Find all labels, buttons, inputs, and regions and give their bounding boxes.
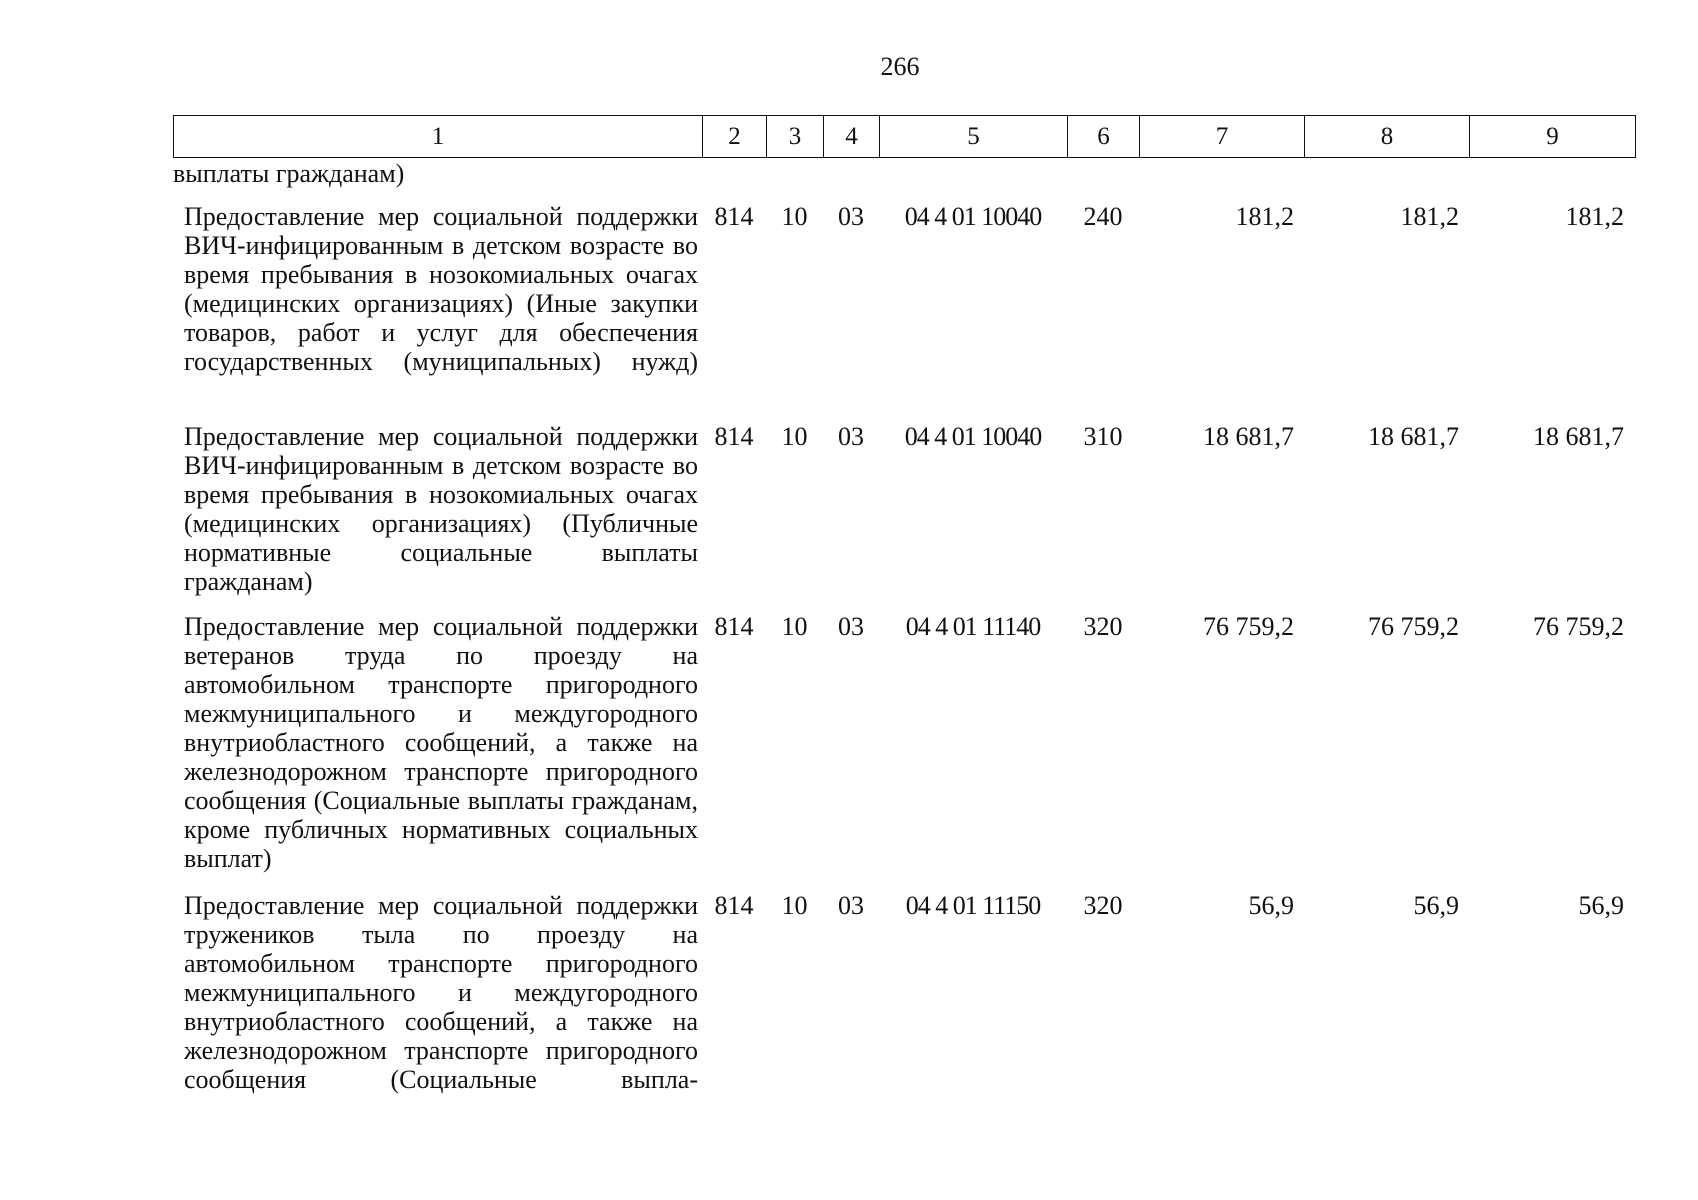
row-value-9: 56,9 xyxy=(1578,891,1624,920)
row-code-5: 04 4 01 10040 xyxy=(904,202,1042,231)
row-code-4: 03 xyxy=(838,202,864,231)
row-code-5: 04 4 01 11140 xyxy=(905,612,1041,641)
row-code-2: 814 xyxy=(714,612,754,641)
row-code-6: 310 xyxy=(1083,422,1123,451)
header-col-4: 4 xyxy=(824,116,880,158)
header-col-6: 6 xyxy=(1068,116,1140,158)
row-code-4: 03 xyxy=(838,422,864,451)
row-value-9: 76 759,2 xyxy=(1533,612,1624,641)
header-col-2: 2 xyxy=(703,116,767,158)
row-code-2: 814 xyxy=(714,202,754,231)
header-col-3: 3 xyxy=(767,116,824,158)
row-code-2: 814 xyxy=(714,422,754,451)
continuation-text: выплаты гражданам) xyxy=(173,159,405,188)
header-col-7: 7 xyxy=(1140,116,1305,158)
row-code-5: 04 4 01 11150 xyxy=(905,891,1041,920)
header-col-9: 9 xyxy=(1470,116,1636,158)
row-description: Предоставление мер социальной поддержки ветеранов труда по проезду на автомобильном транспорте пригородного межмуниципального и междугородного внутриобластного сообщений, а также на железнодорожном транспорте пригородного сообщения (Социальные выплаты гражданам, кроме публичных нормативных социальных выплат) xyxy=(184,612,698,873)
page-number: 266 xyxy=(880,52,920,81)
row-code-4: 03 xyxy=(838,612,864,641)
row-description: Предоставление мер социальной поддержки ВИЧ-инфицированным в детском возрасте во время пребывания в нозокомиальных очагах (медицинских организациях) (Иные закупки товаров, работ и услуг для обеспечения государственных (муниципальных) нужд) xyxy=(184,202,698,376)
row-code-6: 320 xyxy=(1083,612,1123,641)
row-code-5: 04 4 01 10040 xyxy=(904,422,1042,451)
row-value-7: 76 759,2 xyxy=(1203,612,1294,641)
row-code-3: 10 xyxy=(781,612,808,641)
row-value-7: 18 681,7 xyxy=(1203,422,1294,451)
row-value-8: 76 759,2 xyxy=(1368,612,1459,641)
row-value-8: 56,9 xyxy=(1413,891,1459,920)
header-col-5: 5 xyxy=(880,116,1068,158)
row-value-8: 181,2 xyxy=(1400,202,1459,231)
row-value-9: 181,2 xyxy=(1565,202,1624,231)
row-value-8: 18 681,7 xyxy=(1368,422,1459,451)
row-description: Предоставление мер социальной поддержки тружеников тыла по проезду на автомобильном транспорте пригородного межмуниципального и междугородного внутриобластного сообщений, а также на железнодорожном транспорте пригородного сообщения (Социальные выпла- xyxy=(184,891,698,1094)
row-value-7: 56,9 xyxy=(1248,891,1294,920)
row-code-2: 814 xyxy=(714,891,754,920)
row-value-7: 181,2 xyxy=(1235,202,1294,231)
row-code-3: 10 xyxy=(781,422,808,451)
row-code-3: 10 xyxy=(781,891,808,920)
row-code-3: 10 xyxy=(781,202,808,231)
row-code-4: 03 xyxy=(838,891,864,920)
row-description: Предоставление мер социальной поддержки ВИЧ-инфицированным в детском возрасте во время пребывания в нозокомиальных очагах (медицинских организациях) (Публичные нормативные социальные выплаты гражданам) xyxy=(184,422,698,596)
row-code-6: 240 xyxy=(1083,202,1123,231)
row-value-9: 18 681,7 xyxy=(1533,422,1624,451)
table-header xyxy=(173,115,1636,158)
row-code-6: 320 xyxy=(1083,891,1123,920)
header-col-1: 1 xyxy=(174,116,703,158)
header-col-8: 8 xyxy=(1305,116,1470,158)
